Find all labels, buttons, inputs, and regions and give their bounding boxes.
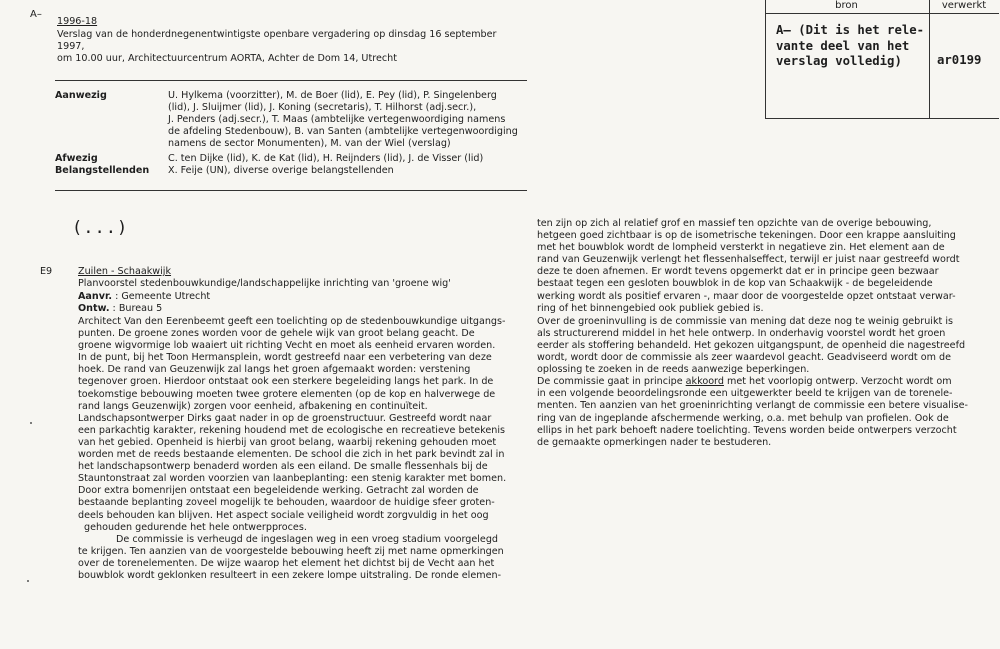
text-line: werking wordt als positief ervaren -, maar door de voorgestelde opzet ontstaat verwar- bbox=[537, 290, 956, 302]
omission-marker: (...) bbox=[72, 218, 129, 238]
text-line: bestaat tegen een gesloten bouwblok in de kop van Schaakwijk - de begeleidende bbox=[537, 278, 933, 290]
text-line: deze te doen afnemen. Er wordt tevens opgemerkt dat er in principe geen bezwaar bbox=[537, 266, 939, 278]
text-line: menten. Ten aanzien van het groeninrichting verlangt de commissie een betere visualise- bbox=[537, 400, 968, 412]
text-line: groene wigvormige lob waaiert uit richting Vecht en moet als eenheid ervaren worden. bbox=[78, 340, 496, 352]
title-line: om 10.00 uur, Architectuurcentrum AORTA, Achter de Dom 14, Utrecht bbox=[57, 53, 397, 65]
text-line: ten zijn op zich al relatief grof en massief ten opzichte van de overige bebouwing, bbox=[537, 218, 932, 229]
text-line: een parkachtig karakter, rekening houdend met de ecologische en recreatieve betekenis bbox=[78, 424, 506, 436]
scan-speck bbox=[27, 580, 29, 582]
text-line: ellips in het park behoeft nadere toelichting. Tevens worden beide ontwerpers verzocht bbox=[537, 424, 957, 436]
aanvrager-row bbox=[78, 291, 210, 303]
document-title bbox=[57, 29, 496, 65]
title-line: 1997, bbox=[57, 41, 85, 53]
text-line: eerder als stoffering behandeld. Het gekozen uitgangspunt, de openheid die nagestreefd bbox=[537, 339, 966, 351]
text-line: van het gebied. Openheid is hierbij van groot belang, waarbij rekening gehouden moet bbox=[78, 436, 497, 448]
stamp-header-bron: bron bbox=[835, 0, 858, 11]
text-line: rand van Geuzenwijk verlengt het flessenhalseffect, terwijl er juist naar gestreefd wordt bbox=[537, 254, 960, 266]
text-line: als structurerend middel in het hele ontwerp. In onderhavig voorstel wordt het groen bbox=[537, 327, 946, 339]
text-line: Over de groeninvulling is de commissie van mening dat deze nog te weinig gebruikt is bbox=[537, 315, 953, 327]
stamp-bron-line: verslag volledig) bbox=[776, 54, 902, 68]
text-line: ring van de ingeplande afschermende werking, o.a. met behulp van profielen. Ook de bbox=[537, 412, 949, 424]
text-line: Landschapsontwerper Dirks gaat nader in op de groenstructuur. Gestreefd wordt naar bbox=[78, 412, 492, 424]
scan-speck bbox=[30, 422, 32, 424]
text-line: in een volgende beoordelingsronde een uitgewerkter beeld te krijgen van de torenele- bbox=[537, 388, 953, 400]
ontwerper-label: Ontw. bbox=[78, 303, 110, 314]
belangstellenden-list: X. Feije (UN), diverse overige belangstellenden bbox=[168, 165, 394, 176]
title-line: Verslag van de honderdnegenentwintigste openbare vergadering op dinsdag 16 september bbox=[57, 29, 497, 40]
divider bbox=[55, 80, 527, 81]
text-line: De commissie is verheugd de ingeslagen weg in een vroeg stadium voorgelegd bbox=[116, 533, 499, 545]
margin-mark: A– bbox=[30, 9, 42, 20]
item-title: Zuilen - Schaakwijk bbox=[78, 266, 172, 277]
stamp-border bbox=[929, 0, 930, 119]
item-code: E9 bbox=[40, 266, 53, 277]
aanwezig-list bbox=[168, 90, 518, 150]
text-line: met het bouwblok wordt de lompheid versterkt in negatieve zin. Het element aan de bbox=[537, 242, 945, 254]
text-line: hetgeen goed zichtbaar is op de isometrische tekeningen. Door een krappe aansluiting bbox=[537, 230, 956, 242]
afwezig-list: C. ten Dijke (lid), K. de Kat (lid), H. Reijnders (lid), J. de Visser (lid) bbox=[168, 153, 484, 164]
item-subtitle: Planvoorstel stedenbouwkundige/landschappelijke inrichting van 'groene wig' bbox=[78, 278, 451, 289]
text-line: hoek. De rand van Geuzenwijk zal langs het groen afgemaakt worden: verstening bbox=[78, 364, 471, 376]
text-line: toekomstige bebouwing moeten twee grotere elementen (op de kop en halverwege de bbox=[78, 388, 496, 400]
aanwezig-line: de afdeling Stedenbouw), B. van Santen (ambtelijke vertegenwoordiging bbox=[168, 126, 518, 138]
text-line: deels behouden kan blijven. Het aspect sociale veiligheid wordt zorgvuldig in het oog bbox=[78, 509, 489, 521]
text-line: Door extra bomenrijen ontstaat een begeleidende werking. Getracht zal worden de bbox=[78, 485, 479, 497]
text-line: tegenover groen. Hierdoor ontstaat ook een sterkere begeleiding langs het park. In de bbox=[78, 376, 494, 388]
aanvrager-label: Aanvr. bbox=[78, 291, 112, 302]
ontwerper-value: : Bureau 5 bbox=[112, 303, 163, 314]
stamp-header-verwerkt: verwerkt bbox=[941, 0, 987, 11]
text-line: rand langs Geuzenwijk) zorgen voor eenheid, afbakening en continuïteit. bbox=[78, 400, 428, 412]
text-line: oplossing te zoeken in de reeds aanwezige beperkingen. bbox=[537, 364, 810, 376]
text-line: wordt, wordt door de commissie als zeer waardevol geacht. Geadviseerd wordt om de bbox=[537, 352, 951, 364]
aanwezig-line: U. Hylkema (voorzitter), M. de Boer (lid), E. Pey (lid), P. Singelenberg bbox=[168, 90, 497, 101]
aanwezig-line: (lid), J. Sluijmer (lid), J. Koning (secretaris), T. Hilhorst (adj.secr.), bbox=[168, 102, 477, 114]
text-line: In de punt, bij het Toon Hermansplein, wordt gestreefd naar een verbetering van deze bbox=[78, 352, 492, 364]
aanwezig-line: namens de sector Monumenten), M. van der Wiel (verslag) bbox=[168, 138, 451, 150]
left-column-text bbox=[78, 316, 506, 582]
text-line: het landschapsontwerp benaderd worden als een eiland. De smalle flessenhals bij de bbox=[78, 461, 488, 473]
text-line: punten. De groene zones worden voor de gehele wijk van groot belang geacht. De bbox=[78, 328, 475, 340]
right-column-text bbox=[537, 218, 968, 449]
text-line: ring of het binnengebied ook publiek gebied is. bbox=[537, 302, 764, 314]
ontwerper-row bbox=[78, 303, 162, 315]
stamp-border bbox=[765, 0, 766, 119]
text-line: worden met de reeds bestaande elementen. De school die zich in het park bevindt zal in bbox=[78, 449, 505, 461]
text-line: De commissie gaat in principe akkoord met het voorlopig ontwerp. Verzocht wordt om bbox=[537, 376, 952, 388]
stamp-rule bbox=[765, 13, 999, 14]
belangstellenden-label: Belangstellenden bbox=[55, 165, 150, 176]
text-line: gehouden gedurende het hele ontwerpproces. bbox=[84, 521, 307, 533]
text-line: de gemaakte opmerkingen nader te bestuderen. bbox=[537, 436, 772, 448]
stamp-bron-line: A– (Dit is het rele- bbox=[776, 23, 925, 37]
text-line: bouwblok wordt geklonken resulteert in een zekere lompe uitstraling. De ronde elemen- bbox=[78, 569, 502, 581]
text-line: Stauntonstraat zal worden voorzien van laanbeplanting: een stenig karakter met bomen. bbox=[78, 473, 507, 485]
text-line: te krijgen. Ten aanzien van de voorgestelde bebouwing heeft zij met name opmerkingen bbox=[78, 545, 504, 557]
stamp-rule bbox=[765, 118, 999, 119]
text-line: over de torenelementen. De wijze waarop het element het dichtst bij de Vecht aan het bbox=[78, 557, 495, 569]
afwezig-label: Afwezig bbox=[55, 153, 98, 164]
text-line: bestaande beplanting zoveel mogelijk te behouden, waardoor de huidige sfeer groten- bbox=[78, 497, 495, 509]
stamp-bron-line: vante deel van het bbox=[776, 38, 910, 53]
akkoord-emphasis: akkoord bbox=[685, 376, 724, 388]
divider bbox=[55, 190, 527, 191]
aanvrager-value: : Gemeente Utrecht bbox=[115, 291, 211, 302]
stamp-verwerkt-value: ar0199 bbox=[937, 53, 982, 67]
aanwezig-line: J. Penders (adj.secr.), T. Maas (ambtelijke vertegenwoordiging namens bbox=[168, 114, 506, 126]
stamp-bron-text bbox=[776, 23, 924, 70]
text-line: Architect Van den Eerenbeemt geeft een toelichting op de stedenbouwkundige uitgangs- bbox=[78, 316, 506, 327]
document-number: 1996-18 bbox=[57, 16, 98, 27]
aanwezig-label: Aanwezig bbox=[55, 90, 107, 101]
